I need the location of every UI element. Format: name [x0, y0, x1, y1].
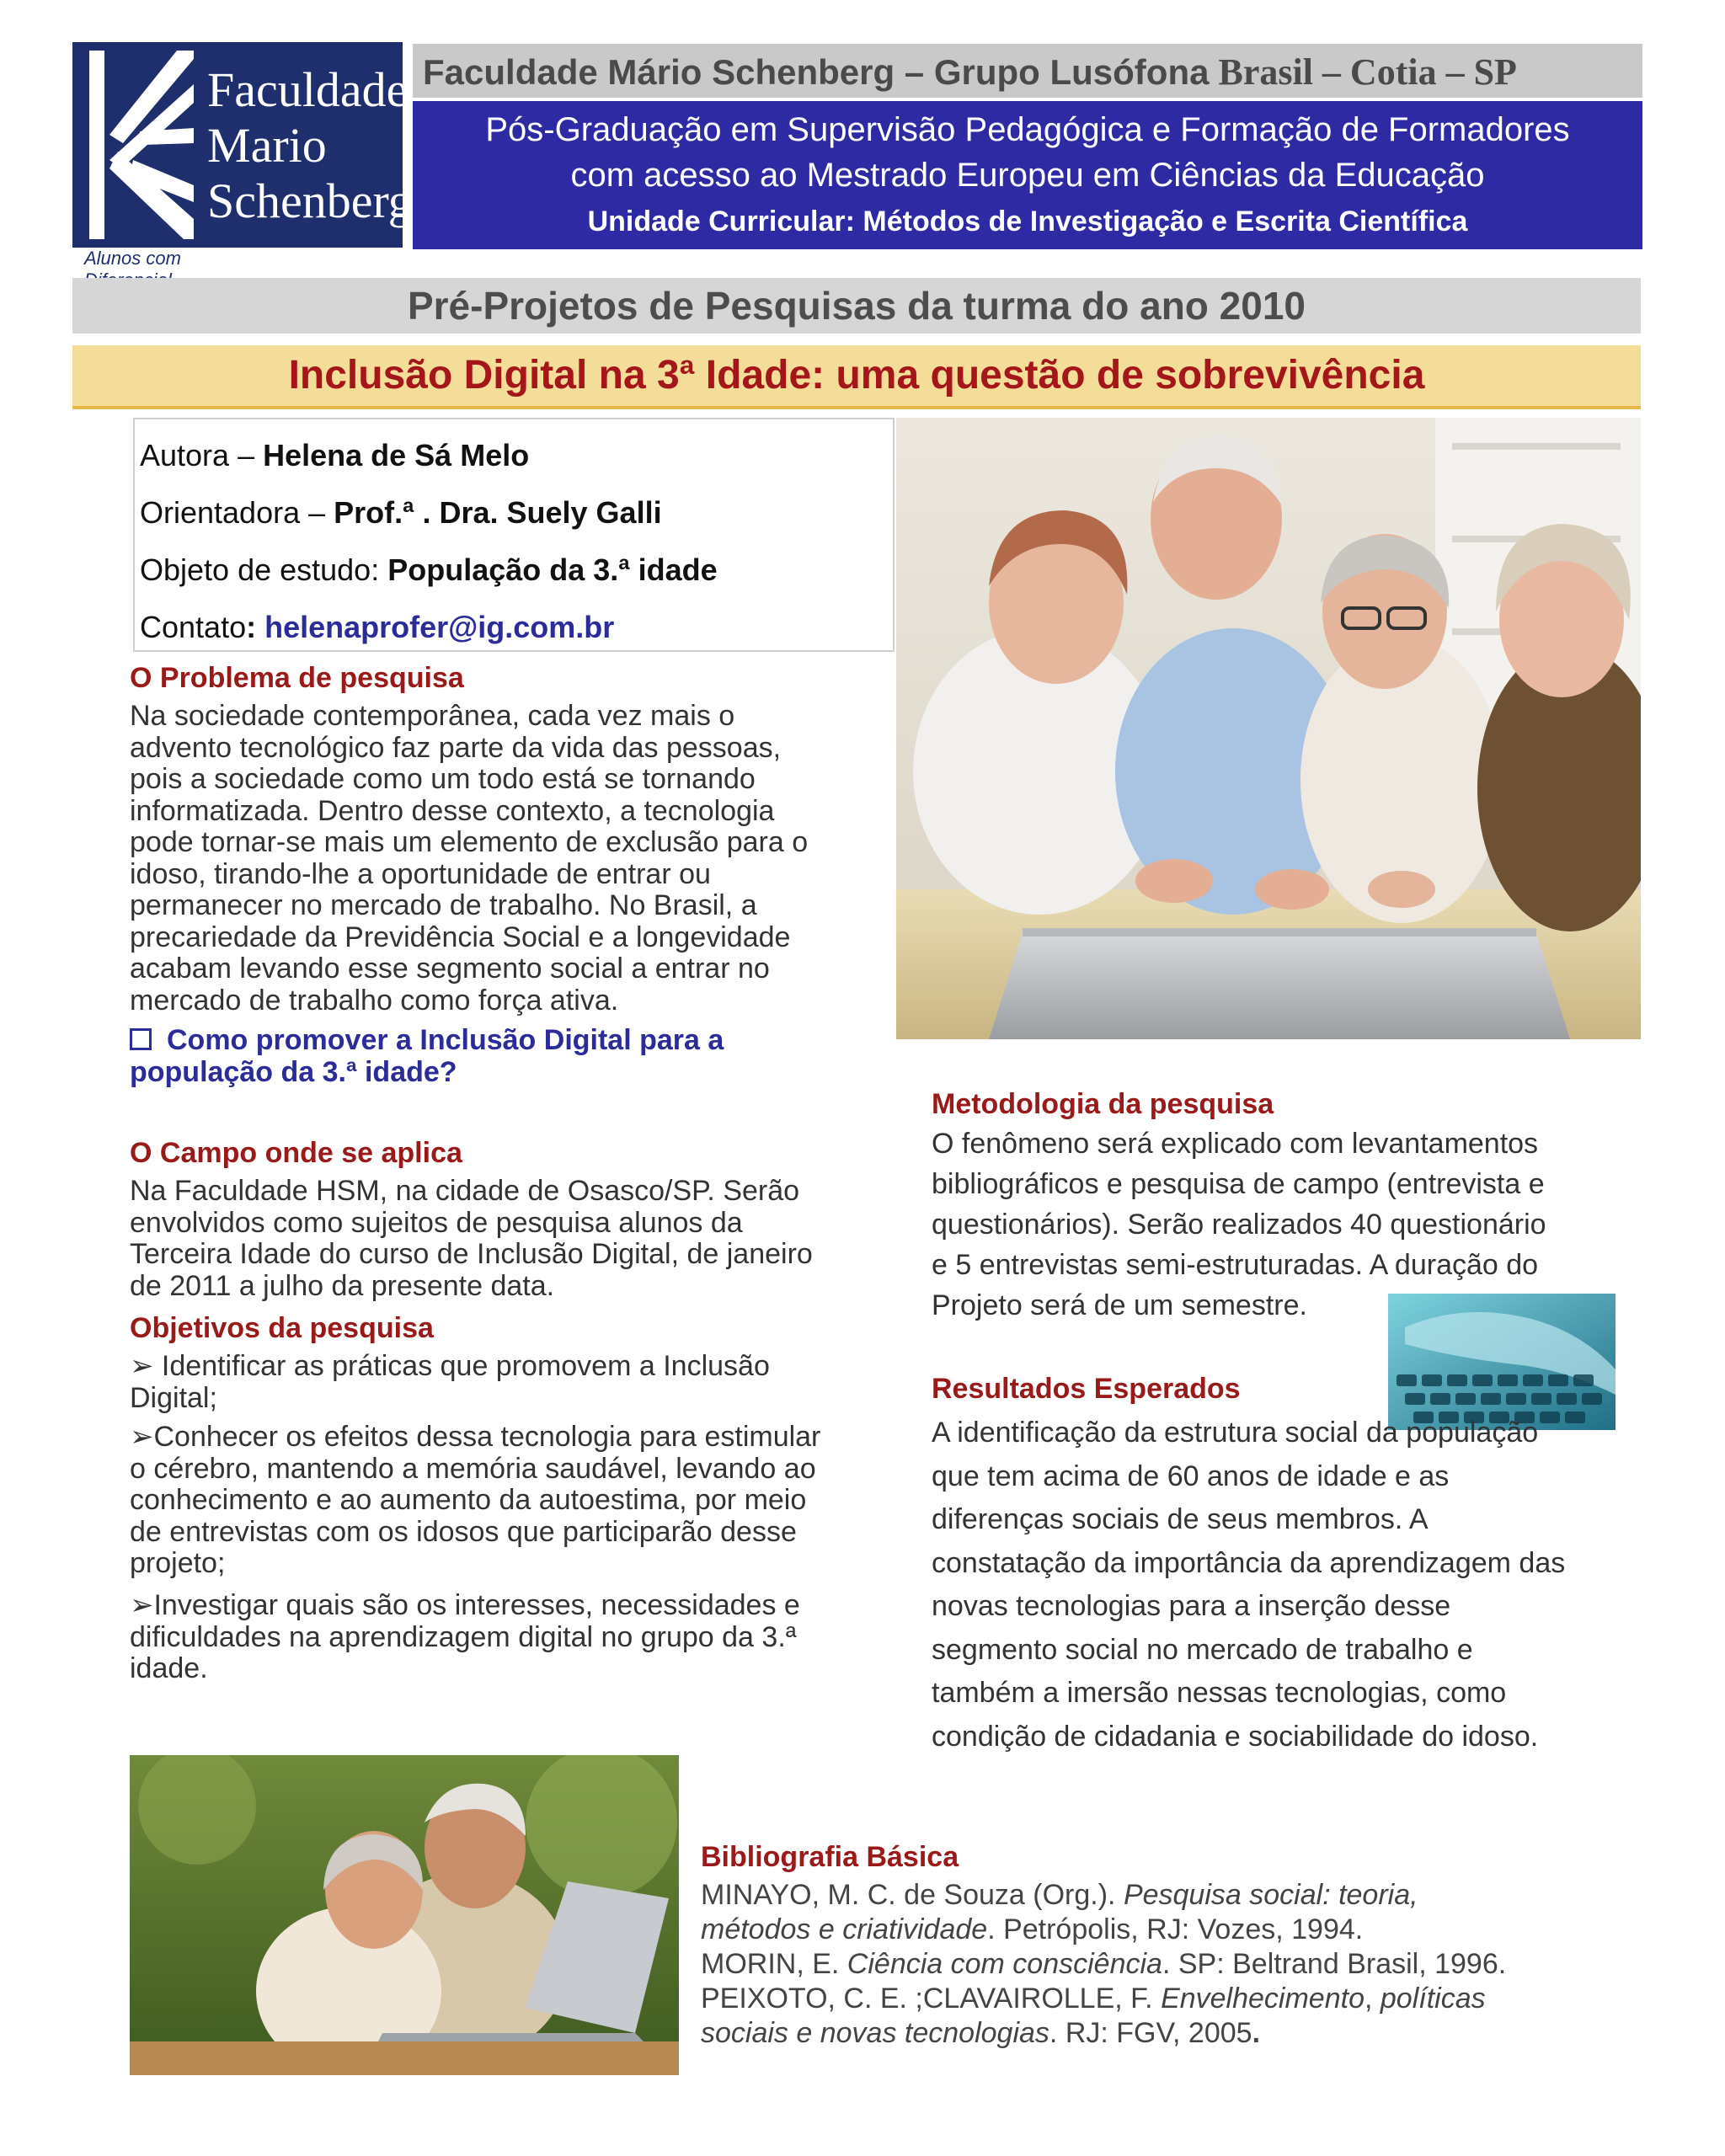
advisor-row: [140, 495, 662, 531]
author-info-box: [133, 418, 895, 652]
problem-line: acabam levando esse segmento social a entrar no: [130, 953, 770, 985]
question-line-1: [130, 1024, 888, 1056]
results-line: novas tecnologias para a inserção desse: [932, 1590, 1451, 1622]
field-line: envolvidos como sujeitos de pesquisa alunos da: [130, 1206, 743, 1239]
bibliography-entry: [701, 1947, 1636, 1982]
results-line: diferenças sociais de seus membros. A: [932, 1503, 1429, 1535]
methodology-line: questionários). Serão realizados 40 questionário: [932, 1209, 1546, 1241]
problem-line: Na sociedade contemporânea, cada vez mais o: [130, 700, 735, 732]
problem-line: pois a sociedade como um todo está se tornando: [130, 763, 756, 795]
logo-line-3: Schenberg: [207, 173, 413, 228]
methodology-line: e 5 entrevistas semi-estruturadas. A duração do: [932, 1249, 1539, 1281]
results-heading: Resultados Esperados: [932, 1373, 1241, 1405]
bib-text: . Petrópolis, RJ: Vozes, 1994.: [987, 1913, 1364, 1945]
logo-mark-icon: [84, 51, 194, 239]
bib-text: . SP: Beltrand Brasil, 1996.: [1162, 1948, 1507, 1980]
institution-name: [423, 51, 1517, 93]
checkbox-bullet-icon: [130, 1028, 152, 1050]
bibliography-heading: Bibliografia Básica: [701, 1841, 959, 1873]
section-banner: [72, 278, 1641, 334]
project-title: Inclusão Digital na 3ª Idade: uma questão de sobrevivência: [288, 353, 1425, 398]
objective-line: Digital;: [130, 1381, 217, 1414]
bib-title: sociais e novas tecnologias: [701, 2017, 1049, 2049]
bibliography-list: [701, 1878, 1636, 2051]
institution-text: Faculdade Mário Schenberg – Grupo Lusófona: [423, 52, 1210, 92]
field-line: Na Faculdade HSM, na cidade de Osasco/SP. Serão: [130, 1175, 800, 1207]
logo-line-1: Faculdade: [207, 62, 409, 117]
bib-text: ,: [1364, 1983, 1381, 2015]
objective-line: conhecimento e ao aumento da autoestima, por meio: [130, 1484, 807, 1516]
bib-text: .: [1252, 2017, 1261, 2049]
methodology-line: Projeto será de um semestre.: [932, 1289, 1307, 1321]
problem-line: pode tornar-se mais um elemento de exclusão para o: [130, 826, 809, 858]
bibliography-entry-cont: [701, 1913, 1636, 1947]
problem-line: advento tecnológico faz parte da vida das pessoas,: [130, 731, 782, 764]
object-row: [140, 552, 718, 588]
logo-tagline: Alunos com: [84, 244, 261, 291]
objective-item-1: [130, 1351, 901, 1414]
project-title-bar: [72, 345, 1641, 409]
objective-line: ➢Investigar quais são os interesses, necessidades e: [130, 1589, 800, 1621]
bib-text: . RJ: FGV, 2005: [1049, 2017, 1252, 2049]
results-line: também a imersão nessas tecnologias, como: [932, 1677, 1507, 1709]
bib-title: métodos e criatividade: [701, 1913, 988, 1945]
problem-line: idoso, tirando-lhe a oportunidade de entrar ou: [130, 857, 711, 890]
unit-name: Métodos de Investigação e Escrita Científica: [862, 205, 1468, 237]
results-line: que tem acima de 60 anos de idade e as: [932, 1460, 1450, 1492]
field-line: de 2011 a julho da presente data.: [130, 1269, 555, 1302]
objective-line: ➢ Identificar as práticas que promovem a Inclusão: [130, 1350, 770, 1382]
bib-text: MINAYO, M. C. de Souza (Org.).: [701, 1879, 1124, 1911]
bibliography-entry: [701, 1982, 1636, 2016]
bibliography-entry-cont: [701, 2016, 1636, 2051]
object-value: População da 3.ª idade: [387, 552, 718, 587]
advisor-label: Orientadora –: [140, 495, 334, 530]
problem-line: informatizada. Dentro desse contexto, a tecnologia: [130, 794, 775, 827]
contact-label: Contato: [140, 610, 247, 644]
institution-location: Brasil – Cotia – SP: [1209, 51, 1517, 93]
field-body: [130, 1176, 905, 1302]
author-name: Helena de Sá Melo: [263, 438, 530, 472]
objective-line: de entrevistas com os idosos que participarão desse: [130, 1515, 797, 1548]
results-body: [932, 1412, 1656, 1758]
problem-body: [130, 701, 888, 1017]
results-line: segmento social no mercado de trabalho e: [932, 1633, 1473, 1666]
contact-colon: :: [246, 610, 265, 644]
contact-email[interactable]: helenaprofer@ig.com.br: [264, 610, 615, 644]
curricular-unit: [413, 205, 1642, 238]
question-text-1: Como promover a Inclusão Digital para a: [167, 1024, 724, 1056]
bib-title: Envelhecimento: [1161, 1983, 1365, 2015]
bib-text: PEIXOTO, C. E. ;CLAVAIROLLE, F.: [701, 1983, 1162, 2015]
bib-title: políticas: [1380, 1983, 1486, 2015]
program-bar: [413, 101, 1642, 249]
research-question: [130, 1024, 888, 1088]
logo-text: [207, 62, 413, 229]
problem-line: precariedade da Previdência Social e a longevidade: [130, 921, 791, 953]
methodology-line: O fenômeno será explicado com levantamentos: [932, 1128, 1539, 1160]
problem-line: mercado de trabalho como força ativa.: [130, 984, 619, 1017]
objective-item-2: [130, 1422, 901, 1580]
seniors-laptop-photo: [896, 418, 1641, 1039]
objective-line: o cérebro, mantendo a memória saudável, levando ao: [130, 1452, 816, 1485]
objective-item-3: [130, 1590, 901, 1685]
contact-row: [140, 610, 614, 645]
advisor-name: Prof.ª . Dra. Suely Galli: [334, 495, 662, 530]
logo-line-2: Mario: [207, 118, 327, 173]
objectives-heading: Objetivos da pesquisa: [130, 1312, 434, 1344]
results-line: condição de cidadania e sociabilidade do idoso.: [932, 1720, 1539, 1753]
object-label: Objeto de estudo:: [140, 552, 388, 587]
faculty-logo: [72, 42, 413, 248]
unit-label: Unidade Curricular:: [587, 205, 863, 237]
objective-line: ➢Conhecer os efeitos dessa tecnologia para estimular: [130, 1421, 821, 1453]
bib-text: MORIN, E.: [701, 1948, 847, 1980]
author-label: Autora –: [140, 438, 264, 472]
question-text-2: população da 3.ª idade?: [130, 1056, 457, 1088]
problem-heading: O Problema de pesquisa: [130, 662, 464, 694]
program-line-2: com acesso ao Mestrado Europeu em Ciências da Educação: [570, 157, 1485, 194]
couple-laptop-photo: [130, 1755, 679, 2075]
author-row: [140, 438, 529, 473]
objective-line: dificuldades na aprendizagem digital no grupo da 3.ª: [130, 1620, 797, 1653]
objective-line: projeto;: [130, 1547, 226, 1579]
bib-title: Ciência com consciência: [846, 1948, 1162, 1980]
bibliography-entry: [701, 1878, 1636, 1913]
results-line: constatação da importância da aprendizagem das: [932, 1546, 1566, 1579]
methodology-heading: Metodologia da pesquisa: [932, 1088, 1274, 1120]
field-line: Terceira Idade do curso de Inclusão Digital, de janeiro: [130, 1238, 813, 1270]
bib-title: Pesquisa social: teoria,: [1123, 1879, 1418, 1911]
program-line-1: Pós-Graduação em Supervisão Pedagógica e Formação de Formadores: [485, 111, 1570, 148]
problem-line: permanecer no mercado de trabalho. No Brasil, a: [130, 889, 757, 921]
banner-text: Pré-Projetos de Pesquisas da turma do ano 2010: [407, 284, 1306, 328]
methodology-line: bibliográficos e pesquisa de campo (entrevista e: [932, 1168, 1545, 1200]
objective-line: idade.: [130, 1652, 208, 1684]
methodology-body: [932, 1123, 1639, 1326]
institution-bar: [413, 44, 1642, 98]
field-heading: O Campo onde se aplica: [130, 1137, 462, 1169]
results-line: A identificação da estrutura social da população: [932, 1417, 1539, 1449]
